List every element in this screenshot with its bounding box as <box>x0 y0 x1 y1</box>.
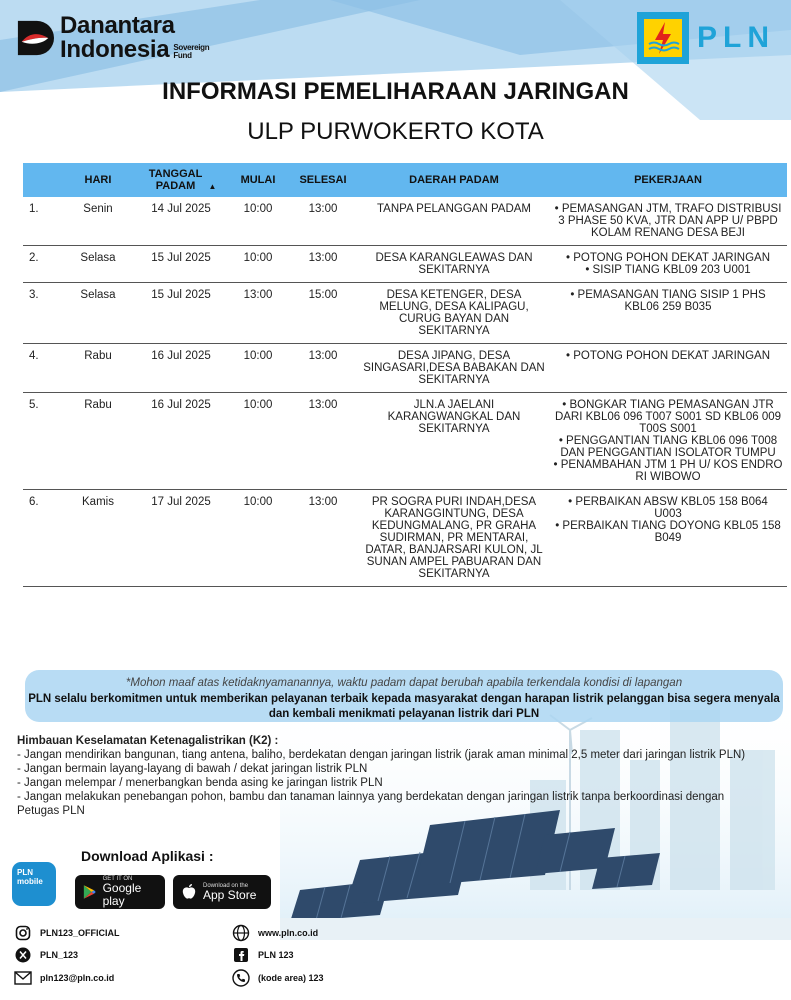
row-start-time: 13:00 <box>229 283 287 344</box>
row-date: 17 Jul 2025 <box>133 490 229 587</box>
row-work <box>549 197 787 246</box>
work-item: • SISIP TIANG KBL09 203 U001 <box>585 264 751 276</box>
row-end-time: 13:00 <box>287 344 359 393</box>
header-work[interactable]: PEKERJAAN <box>549 163 787 197</box>
pln-emblem-icon <box>637 12 689 64</box>
google-play-icon <box>83 883 97 901</box>
work-item: • PERBAIKAN ABSW KBL05 158 B064 U003 <box>568 496 768 520</box>
website-url: www.pln.co.id <box>258 928 319 938</box>
contact-x[interactable] <box>14 946 78 964</box>
app-store-small: Download on the <box>203 882 249 889</box>
contact-facebook[interactable] <box>232 946 294 964</box>
work-item: • PEMASANGAN JTM, TRAFO DISTRIBUSI 3 PHASE 50 KVA, JTR DAN APP U/ PBPD KOLAM RENANG DESA BEJI <box>554 203 782 239</box>
row-area: TANPA PELANGGAN PADAM <box>359 197 549 246</box>
work-item: • POTONG POHON DEKAT JARINGAN <box>565 350 771 362</box>
table-row <box>23 197 787 246</box>
row-start-time: 10:00 <box>229 393 287 490</box>
header-date-label: TANGGAL PADAM <box>148 168 203 192</box>
row-area: PR SOGRA PURI INDAH,DESA KARANGGINTUNG, DESA KEDUNGMALANG, PR GRAHA SUDIRMAN, PR MENTARAI, DATAR, BANJARSARI KULON, JL SUNAN AMPEL PABUARAN DAN SEKITARNYA <box>359 490 549 587</box>
work-item: • PEMASANGAN TIANG SISIP 1 PHS KBL06 259 B035 <box>570 289 766 313</box>
row-number: 2. <box>23 246 63 283</box>
google-play-small: GET IT ON <box>102 876 133 882</box>
pln-logo <box>637 12 775 64</box>
row-start-time: 10:00 <box>229 197 287 246</box>
google-play-label: Google play <box>102 881 142 908</box>
header-day[interactable]: HARI <box>63 163 133 197</box>
row-work <box>549 490 787 587</box>
row-date: 15 Jul 2025 <box>133 283 229 344</box>
work-item: • PERBAIKAN TIANG DOYONG KBL05 158 B049 <box>555 520 781 544</box>
header-no <box>23 163 63 197</box>
row-end-time: 15:00 <box>287 283 359 344</box>
notice-disclaimer: *Mohon maaf atas ketidaknyamanannya, waktu padam dapat berubah apabila terkendala kondisi di lapangan <box>125 677 683 689</box>
row-date: 15 Jul 2025 <box>133 246 229 283</box>
k2-item: - Jangan mendirikan bangunan, tiang antena, baliho, berdekatan dengan jaringan listrik (jarak aman minimal 2,5 meter dari jaringan listrik PLN) <box>17 749 746 761</box>
phone-icon <box>232 969 250 987</box>
row-day: Rabu <box>63 393 133 490</box>
globe-icon <box>232 924 250 942</box>
pln-mobile-line1: PLN <box>17 868 33 877</box>
row-day: Senin <box>63 197 133 246</box>
header-area[interactable]: DAERAH PADAM <box>359 163 549 197</box>
header-start[interactable]: MULAI <box>229 163 287 197</box>
page-title: INFORMASI PEMELIHARAAN JARINGAN <box>162 78 629 105</box>
row-number: 6. <box>23 490 63 587</box>
page-subtitle: ULP PURWOKERTO KOTA <box>247 118 544 145</box>
facebook-icon <box>232 946 250 964</box>
x-icon <box>14 946 32 964</box>
row-number: 1. <box>23 197 63 246</box>
row-area: DESA JIPANG, DESA SINGASARI,DESA BABAKAN DAN SEKITARNYA <box>359 344 549 393</box>
header-date[interactable] <box>133 163 229 197</box>
row-date: 16 Jul 2025 <box>133 393 229 490</box>
email-icon <box>14 969 32 987</box>
contact-email[interactable] <box>14 969 114 987</box>
row-start-time: 10:00 <box>229 344 287 393</box>
k2-safety-section <box>17 734 777 818</box>
app-store-label: App Store <box>203 887 257 902</box>
table-row <box>23 344 787 393</box>
k2-item: - Jangan melempar / menerbangkan benda asing ke jaringan listrik PLN <box>17 777 383 789</box>
contact-phone[interactable] <box>232 969 324 987</box>
contact-instagram[interactable] <box>14 924 120 942</box>
row-work <box>549 246 787 283</box>
work-item: • BONGKAR TIANG PEMASANGAN JTR DARI KBL06 096 T007 S001 SD KBL06 009 T00S S001 <box>554 399 782 435</box>
danantara-logo <box>16 14 209 62</box>
row-day: Selasa <box>63 246 133 283</box>
row-area: DESA KETENGER, DESA MELUNG, DESA KALIPAGU, CURUG BAYAN DAN SEKITARNYA <box>359 283 549 344</box>
danantara-wordmark: Danantara <box>60 12 175 39</box>
instagram-icon <box>14 924 32 942</box>
row-start-time: 10:00 <box>229 246 287 283</box>
row-start-time: 10:00 <box>229 490 287 587</box>
work-item: • PENGGANTIAN TIANG KBL06 096 T008 DAN PENGGANTIAN ISOLATOR TUMPU <box>558 435 778 459</box>
table-header-row <box>23 163 787 197</box>
work-item: • POTONG POHON DEKAT JARINGAN <box>565 252 771 264</box>
instagram-handle: PLN123_OFFICIAL <box>40 928 120 938</box>
x-handle: PLN_123 <box>40 950 79 960</box>
row-number: 4. <box>23 344 63 393</box>
row-area: DESA KARANGLEAWAS DAN SEKITARNYA <box>359 246 549 283</box>
notice-commitment: PLN selalu berkomitmen untuk memberikan pelayanan terbaik kepada masyarakat dengan harapan listrik pelanggan bisa segera menyala dan kembali menikmati pelayanan listrik dari PLN <box>28 693 780 720</box>
app-store-button[interactable] <box>173 875 271 909</box>
phone-number: (kode area) 123 <box>258 973 324 983</box>
row-work <box>549 344 787 393</box>
k2-item: - Jangan melakukan penebangan pohon, bambu dan tanaman lainnya yang berdekatan dengan jaringan listrik tanpa berkoordinasi dengan Petugas PLN <box>17 791 725 817</box>
row-number: 5. <box>23 393 63 490</box>
pln-mobile-line2: mobile <box>17 877 43 886</box>
contact-web[interactable] <box>232 924 318 942</box>
row-date: 16 Jul 2025 <box>133 344 229 393</box>
danantara-emblem-icon <box>16 19 54 57</box>
row-end-time: 13:00 <box>287 490 359 587</box>
table-row <box>23 246 787 283</box>
header-end[interactable]: SELESAI <box>287 163 359 197</box>
row-number: 3. <box>23 283 63 344</box>
row-day: Kamis <box>63 490 133 587</box>
sovereign-label: Sovereign <box>173 43 210 52</box>
row-end-time: 13:00 <box>287 246 359 283</box>
row-date: 14 Jul 2025 <box>133 197 229 246</box>
row-end-time: 13:00 <box>287 197 359 246</box>
row-day: Rabu <box>63 344 133 393</box>
k2-title: Himbauan Keselamatan Ketenagalistrikan (K2) : <box>17 735 279 747</box>
table-row <box>23 490 787 587</box>
pln-wordmark: PLN <box>697 21 775 54</box>
k2-item: - Jangan bermain layang-layang di bawah / dekat jaringan listrik PLN <box>17 763 368 775</box>
sort-asc-icon[interactable]: ▲ <box>208 182 217 191</box>
facebook-handle: PLN 123 <box>258 950 294 960</box>
work-item: • PENAMBAHAN JTM 1 PH U/ KOS ENDRO RI WIBOWO <box>553 459 783 483</box>
download-title: Download Aplikasi : <box>81 848 214 864</box>
row-work <box>549 393 787 490</box>
google-play-button[interactable] <box>75 875 165 909</box>
indonesia-wordmark: Indonesia <box>60 36 170 63</box>
fund-label: Fund <box>173 51 192 60</box>
notice-banner <box>25 670 783 722</box>
row-work <box>549 283 787 344</box>
row-end-time: 13:00 <box>287 393 359 490</box>
row-day: Selasa <box>63 283 133 344</box>
row-area: JLN.A JAELANI KARANGWANGKAL DAN SEKITARNYA <box>359 393 549 490</box>
email-address: pln123@pln.co.id <box>40 973 115 983</box>
pln-mobile-app-icon[interactable] <box>12 862 56 906</box>
maintenance-table <box>23 163 787 587</box>
table-row <box>23 393 787 490</box>
apple-icon <box>181 883 197 901</box>
table-row <box>23 283 787 344</box>
